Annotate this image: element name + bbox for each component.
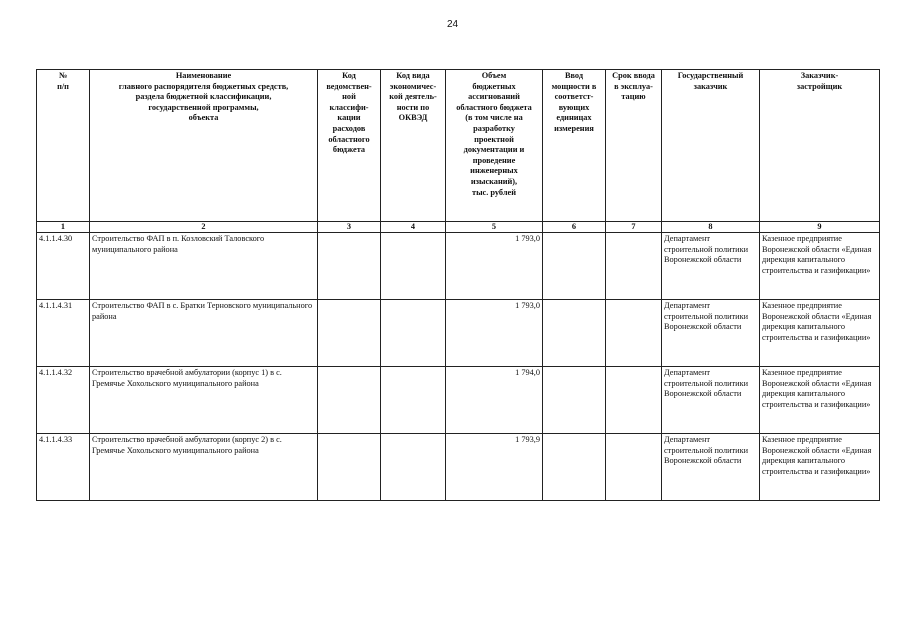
budget-table <box>36 69 880 501</box>
object-name: Строительство врачебной амбулатории (корпус 1) в с. Гремячье Хохольского муниципального района <box>90 367 318 434</box>
header-cell-okved: Код вида экономичес- кой деятель- ности по ОКВЭД <box>381 70 446 222</box>
table-row <box>37 233 880 300</box>
developer-cell: Казенное предприятие Воронежской области «Единая дирекция капитального строительства и газификации» <box>760 434 880 501</box>
term-cell <box>606 300 662 367</box>
header-cell-amount: Объем бюджетных ассигнований областного бюджета (в том числе на разработку проектной документации и проведение инженерных изысканий), тыс. рублей <box>446 70 543 222</box>
object-name: Строительство ФАП в п. Козловский Таловского муниципального района <box>90 233 318 300</box>
table-row <box>37 434 880 501</box>
term-cell <box>606 434 662 501</box>
amount-cell: 1 794,0 <box>446 367 543 434</box>
table-row <box>37 300 880 367</box>
column-number: 8 <box>662 222 760 233</box>
header-row <box>37 70 880 222</box>
column-number: 3 <box>318 222 381 233</box>
column-number: 6 <box>543 222 606 233</box>
customer-cell: Департамент строительной политики Воронежской области <box>662 233 760 300</box>
amount-cell: 1 793,0 <box>446 300 543 367</box>
amount-cell: 1 793,9 <box>446 434 543 501</box>
column-number: 9 <box>760 222 880 233</box>
column-number: 2 <box>90 222 318 233</box>
row-number: 4.1.1.4.33 <box>37 434 90 501</box>
developer-cell: Казенное предприятие Воронежской области «Единая дирекция капитального строительства и газификации» <box>760 233 880 300</box>
object-name: Строительство врачебной амбулатории (корпус 2) в с. Гремячье Хохольского муниципального района <box>90 434 318 501</box>
customer-cell: Департамент строительной политики Воронежской области <box>662 367 760 434</box>
header-cell-capacity: Ввод мощности в соответст- вующих единицах измерения <box>543 70 606 222</box>
dept-code-cell <box>318 233 381 300</box>
header-cell-customer: Государственный заказчик <box>662 70 760 222</box>
column-number: 1 <box>37 222 90 233</box>
okved-cell <box>381 300 446 367</box>
developer-cell: Казенное предприятие Воронежской области «Единая дирекция капитального строительства и газификации» <box>760 367 880 434</box>
header-cell-dept-code: Код ведомствен- ной классифи- кации расходов областного бюджета <box>318 70 381 222</box>
dept-code-cell <box>318 434 381 501</box>
okved-cell <box>381 233 446 300</box>
table-row <box>37 367 880 434</box>
column-number: 4 <box>381 222 446 233</box>
column-number: 5 <box>446 222 543 233</box>
column-number: 7 <box>606 222 662 233</box>
capacity-cell <box>543 300 606 367</box>
dept-code-cell <box>318 300 381 367</box>
column-number-row <box>37 222 880 233</box>
header-cell-num: № п/п <box>37 70 90 222</box>
term-cell <box>606 367 662 434</box>
amount-cell: 1 793,0 <box>446 233 543 300</box>
page-number: 24 <box>446 19 459 30</box>
okved-cell <box>381 434 446 501</box>
developer-cell: Казенное предприятие Воронежской области «Единая дирекция капитального строительства и газификации» <box>760 300 880 367</box>
row-number: 4.1.1.4.32 <box>37 367 90 434</box>
row-number: 4.1.1.4.30 <box>37 233 90 300</box>
customer-cell: Департамент строительной политики Воронежской области <box>662 434 760 501</box>
row-number: 4.1.1.4.31 <box>37 300 90 367</box>
capacity-cell <box>543 434 606 501</box>
header-cell-term: Срок ввода в эксплуа- тацию <box>606 70 662 222</box>
dept-code-cell <box>318 367 381 434</box>
capacity-cell <box>543 367 606 434</box>
customer-cell: Департамент строительной политики Воронежской области <box>662 300 760 367</box>
capacity-cell <box>543 233 606 300</box>
term-cell <box>606 233 662 300</box>
okved-cell <box>381 367 446 434</box>
header-cell-name: Наименование главного распорядителя бюджетных средств, раздела бюджетной классификации, государственной программы, объекта <box>90 70 318 222</box>
header-cell-developer: Заказчик- застройщик <box>760 70 880 222</box>
object-name: Строительство ФАП в с. Братки Терновского муниципального района <box>90 300 318 367</box>
